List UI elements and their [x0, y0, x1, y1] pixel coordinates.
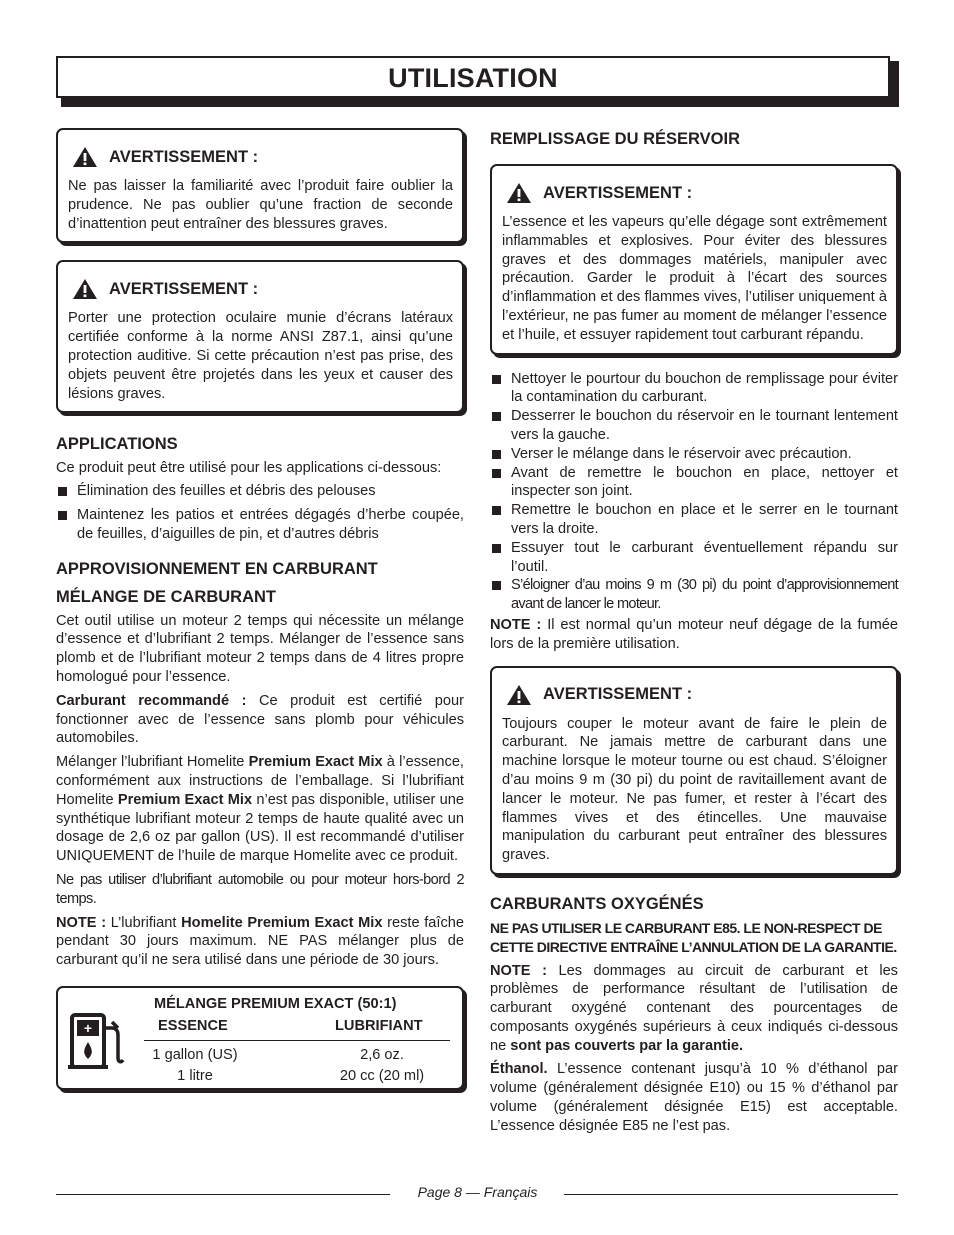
warning-triangle-icon — [506, 684, 532, 706]
list-item: Élimination des feuilles et débris des pelouses — [56, 482, 464, 501]
applications-list — [56, 482, 464, 543]
left-column — [56, 128, 464, 1090]
section-heading-applications: APPLICATIONS — [56, 435, 178, 454]
warning-label: AVERTISSEMENT : — [109, 279, 259, 298]
section-heading-fueling: APPROVISIONNEMENT EN CARBURANT — [56, 559, 378, 578]
page-title: UTILISATION — [388, 63, 558, 93]
list-item: S’éloigner d’au moins 9 m (30 pi) du point d’approvisionnement avant de lancer le moteur. — [490, 576, 898, 614]
list-item: Essuyer tout le carburant éventuellement répandu sur l’outil. — [490, 539, 898, 577]
column-header-essence: ESSENCE — [158, 1017, 228, 1034]
warning-label: AVERTISSEMENT : — [543, 685, 693, 704]
list-item: Verser le mélange dans le réservoir avec précaution. — [490, 445, 898, 464]
warning-box-refueling — [490, 666, 898, 875]
first-use-note: NOTE : Il est normal qu’un moteur neuf dégage de la fumée lors de la première utilisation. — [490, 616, 898, 652]
list-item: Desserrer le bouchon du réservoir en le tournant lentement vers la gauche. — [490, 407, 898, 445]
page-footer: Page 8 — Français — [417, 1184, 538, 1200]
list-item: Nettoyer le pourtour du bouchon de remplissage pour éviter la contamination du carburant. — [490, 370, 898, 408]
list-item: Remettre le bouchon en place et le serrer en le tournant vers la droite. — [490, 501, 898, 539]
fuel-mix-paragraph: Cet outil utilise un moteur 2 temps qui nécessite un mélange d’essence et d’lubrifiant 2 temps. Mélanger de l’essence sans plomb et de l’lubrifiant moteur 2 temps dans de 4 litres propre homologué pour l’essence. — [56, 612, 464, 685]
subheading-fuel-mix: MÉLANGE DE CARBURANT — [56, 587, 276, 606]
fuel-mix-table — [56, 986, 464, 1090]
tank-filling-steps — [490, 370, 898, 614]
warning-text: Toujours couper le moteur avant de faire le plein de carburant. Ne jamais mettre de carburant dans une machine lorsque le moteur tourne ou est chaud. S’éloigner d’au moins 9 m (30 pi) du point de ravitaillement avant de lancer le moteur. Ne pas fumer, et rester à l’écart des flammes vives et des étincelles. Une mauvaise manipulation du carburant peut entraîner des blessures graves. — [502, 715, 887, 864]
warning-triangle-icon — [506, 182, 532, 204]
footer-rule-left — [56, 1194, 390, 1195]
table-title: MÉLANGE PREMIUM EXACT (50:1) — [154, 995, 397, 1012]
warranty-note: NOTE : Les dommages au circuit de carburant et les problèmes de performance résultant de l’utilisation de carburant oxygéné contenant des pourcentages de composants oxygénés supérieurs à ceux indiqués ci-dessous ne sont pas couverts par la garantie. — [490, 962, 898, 1054]
warning-triangle-icon — [72, 146, 98, 168]
table-cell: 1 gallon (US) — [152, 1046, 238, 1063]
warning-box-eye-protection — [56, 260, 464, 413]
freshness-note: NOTE : L’lubrifiant Homelite Premium Exact Mix reste faîche pendant 30 jours maximum. NE PAS mélanger plus de carburant qu’il ne sera utilisé dans une période de 30 jours. — [56, 914, 464, 969]
warning-box-flammable — [490, 164, 898, 355]
table-cell: 1 litre — [177, 1067, 213, 1084]
warning-label: AVERTISSEMENT : — [543, 183, 693, 202]
warning-text: L’essence et les vapeurs qu’elle dégage sont extrêmement inflammables et explosives. Pour éviter des blessures graves et des dommages matériels, manipuler avec précaution. Garder le produit à l’écart des sources d’inflammation et des flammes vives, l’utiliser uniquement à l’extérieur, ne pas fumer au moment de mélanger l’essence et l’huile, et essuyer rapidement tout carburant répandu. — [502, 214, 887, 343]
footer-rule-right — [564, 1194, 898, 1195]
fuel-pump-icon — [66, 1012, 126, 1070]
recommended-fuel-paragraph: Carburant recommandé : Ce produit est certifié pour fonctionner avec de l’essence sans plomb pour véhicules automobiles. — [56, 692, 464, 747]
ethanol-paragraph: Éthanol. L’essence contenant jusqu’à 10 % d’éthanol par volume (généralement désignée E10) ou 15 % d’éthanol par volume (généralement désignée E15) est acceptable. L’essence désignée E85 ne l’est pas. — [490, 1061, 898, 1134]
warning-text: Porter une protection oculaire munie d’écrans latéraux certifiée conforme à la norme ANSI Z87.1, ainsi qu’une protection auditive. Si cette précaution n’est pas prise, des objets peuvent être projetés dans les yeux et causer des lésions graves. — [68, 310, 453, 402]
applications-intro: Ce produit peut être utilisé pour les applications ci-dessous: — [56, 460, 442, 477]
e85-warning: NE PAS UTILISER LE CARBURANT E85. LE NON-RESPECT DE CETTE DIRECTIVE ENTRAÎNE L’ANNULATION DE LA GARANTIE. — [490, 919, 897, 955]
table-divider — [144, 1040, 450, 1041]
section-heading-oxygenated-fuels: CARBURANTS OXYGÉNÉS — [490, 894, 704, 913]
title-banner — [56, 56, 890, 98]
warning-text: Ne pas laisser la familiarité avec l’produit faire oublier la prudence. Ne pas oublier qu’une fraction de seconde d’inattention peut entraîner des blessures graves. — [68, 178, 453, 232]
column-header-lubrifiant: LUBRIFIANT — [335, 1017, 423, 1034]
warning-box-familiarity — [56, 128, 464, 243]
warning-triangle-icon — [72, 278, 98, 300]
table-cell: 2,6 oz. — [360, 1046, 404, 1063]
section-heading-tank-filling: REMPLISSAGE DU RÉSERVOIR — [490, 130, 740, 148]
svg-text:+: + — [83, 1019, 93, 1036]
right-column — [490, 128, 898, 1136]
table-cell: 20 cc (20 ml) — [339, 1067, 425, 1084]
list-item: Maintenez les patios et entrées dégagés d’herbe coupée, de feuilles, d’aiguilles de pin, et d’autres débris — [56, 506, 464, 544]
no-automotive-oil-paragraph: Ne pas utiliser d’lubrifiant automobile ou pour moteur hors-bord 2 temps. — [56, 871, 464, 907]
warning-label: AVERTISSEMENT : — [109, 147, 259, 166]
oil-mix-paragraph: Mélanger l’lubrifiant Homelite Premium Exact Mix à l’essence, conformément aux instructions de l’emballage. Si l’lubrifiant Homelite Premium Exact Mix n’est pas disponible, utiliser une synthétique lubrifiant moteur 2 temps de haute qualité avec un dosage de 2,6 oz par gallon (US). Il est recommandé d’utiliser UNIQUEMENT de l’huile de marque Homelite avec ce produit. — [56, 754, 464, 865]
list-item: Avant de remettre le bouchon en place, nettoyer et inspecter son joint. — [490, 464, 898, 502]
